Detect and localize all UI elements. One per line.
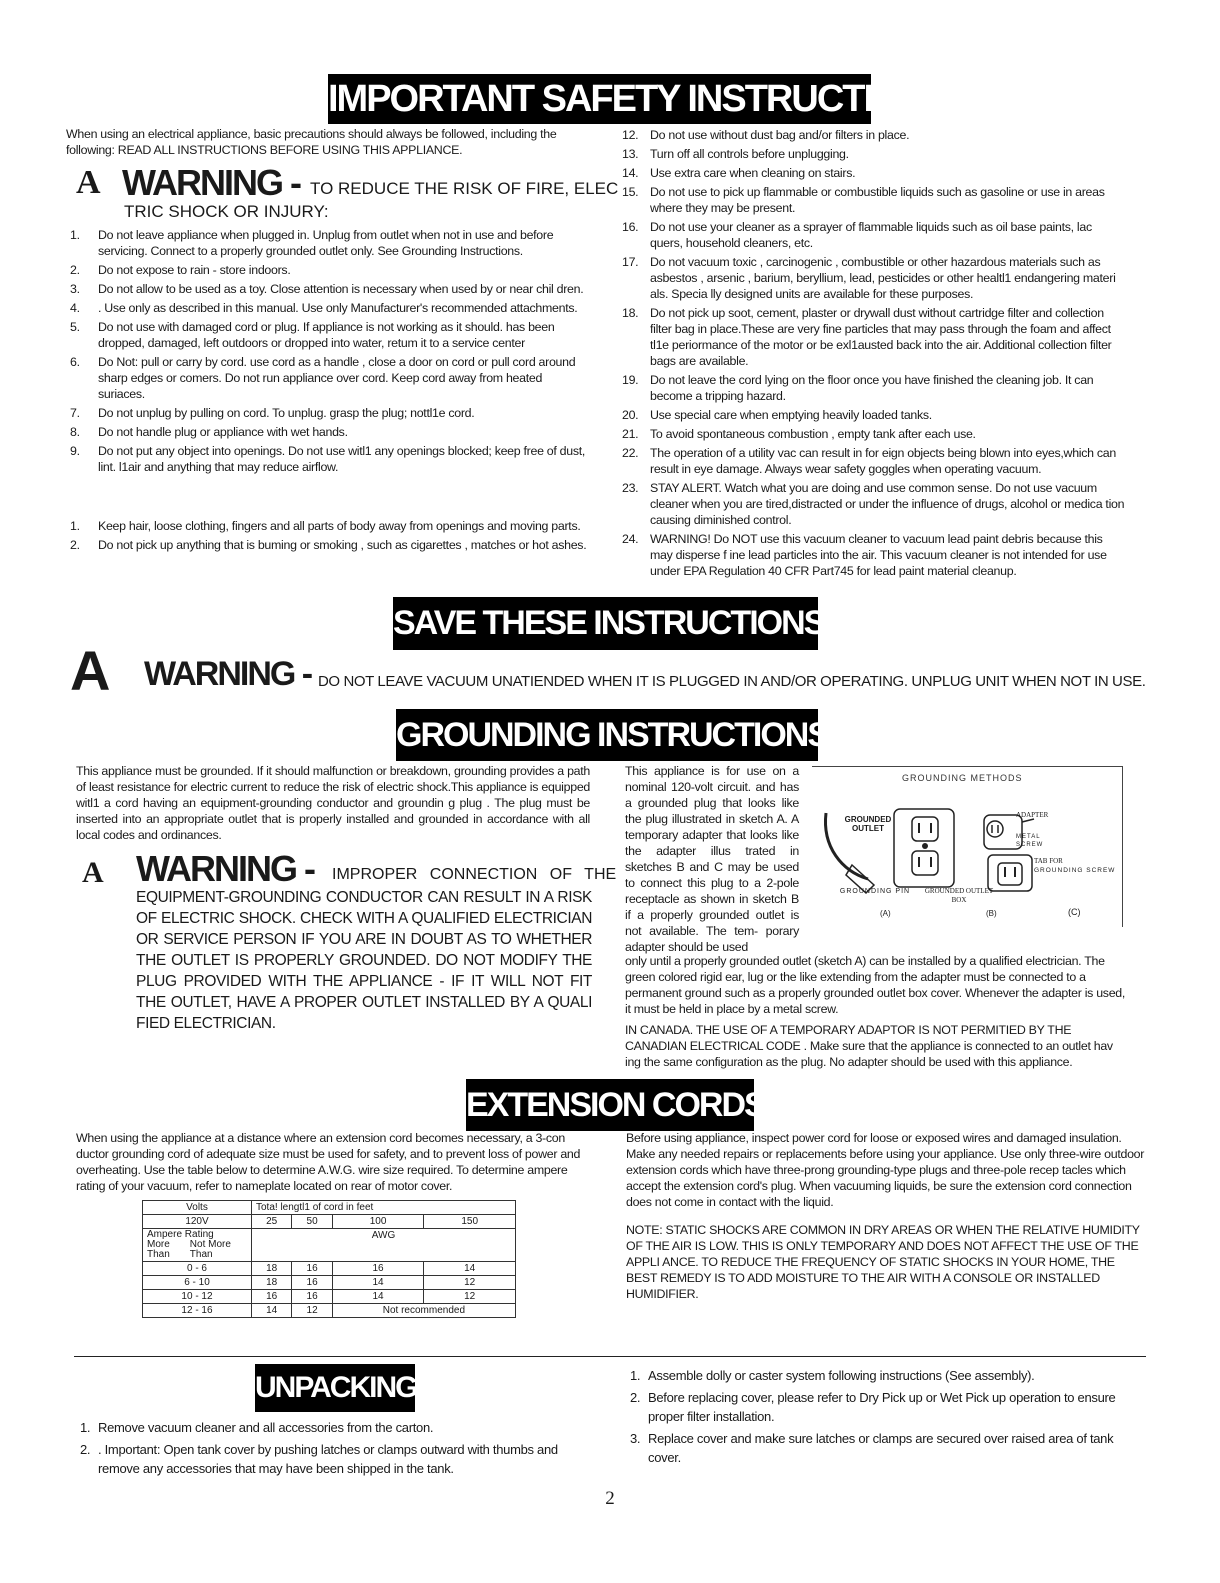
list-item: 19. Do not leave the cord lying on the floor once you have finished the cleaning job. It can become a tripping hazard.	[622, 373, 1094, 403]
table-row: 12 - 16 14 12 Not recommended	[143, 1304, 516, 1318]
list-item: 2. Before replacing cover, please refer to Dry Pick up or Wet Pick up operation to ensure proper filter installation.	[630, 1390, 1116, 1424]
list-item: 15. Do not use to pick up flammable or combustible liquids such as gasoline or use in areas where they may be present.	[622, 185, 1105, 215]
warning-2	[70, 640, 1170, 700]
list-item: 16. Do not use your cleaner as a sprayer of flammable liquids such as oil base paints, lac quers, household cleaners, etc.	[622, 220, 1092, 250]
list-item: 20. Use special care when emptying heavily loaded tanks.	[622, 408, 932, 422]
diagram-title: GROUNDING METHODS	[902, 773, 1023, 783]
page-title: IMPORTANT SAFETY INSTRUCTIONS	[328, 78, 949, 120]
label-a: (A)	[880, 909, 891, 918]
grounding-text-right: only until a properly grounded outlet (sketch A) can be installed by a qualified electrician. The green colored rigid ear, lug or the like extending from the adapter must be connected to a permanent ground such as a properly grounded outlet box cover. Whenever the adapter is used, it must be held in place by a metal screw.	[625, 954, 1126, 1016]
warning-3-lead: IMPROPER CONNECTION OF THE	[332, 866, 617, 883]
grounding-text-canada: IN CANADA. THE USE OF A TEMPORARY ADAPTOR IS NOT PERMITIED BY THE CANADIAN ELECTRICAL CODE . Make sure that the appliance is connected to an outlet hav ing the same configuration as the plug. No adapter should be used with this appliance.	[625, 1023, 1113, 1069]
list-item: 1. Do not leave appliance when plugged in. Unplug from outlet when not in use and before servicing. Connect to a properly grounded outlet only. See Grounding Instructions.	[70, 228, 554, 258]
grounding-methods-diagram	[812, 766, 1123, 927]
list-item: 24. WARNING! Do NOT use this vacuum cleaner to vacuum lead paint debris because this may disperse f ine lead particles into the air. This vacuum cleaner is not intended for use under EPA Regulation 40 CFR Part745 for lead paint material cleanup.	[622, 532, 1107, 578]
warning-1-text-2: TRIC SHOCK OR INJURY:	[124, 202, 329, 221]
list-item: 22. The operation of a utility vac can result in for eign objects being blown into eyes,which can result in eye damage. Always wear safety goggles when operating vacuum.	[622, 446, 1116, 476]
list-item: 3. Replace cover and make sure latches or clamps are secured over raised area of tank cover.	[630, 1431, 1114, 1465]
warning-3	[76, 848, 617, 1038]
list-item: 18. Do not pick up soot, cement, plaster or drywall dust without cartridge filter and collection filter bag in place.These are very fine particles that may pass through the foam and affect tl1e periormance of the motor or be exl1austed back into the air. Additional collection filter bags are available.	[622, 306, 1112, 368]
label-c: (C)	[1068, 907, 1081, 917]
save-banner: SAVE THESE INSTRUCTIONS	[393, 597, 818, 650]
list-item: 13. Turn off all controls before unplugging.	[622, 147, 849, 161]
intro-text: When using an electrical appliance, basic precautions should always be followed, including the following: READ ALL INSTRUCTIONS BEFORE USING THIS APPLIANCE.	[66, 127, 557, 157]
safety-list-left-b	[66, 518, 588, 556]
grounding-banner: GROUNDING INSTRUCTIONS	[396, 709, 818, 761]
list-item: 9. Do not put any object into openings. Do not use witl1 any openings blocked; keep free of dust, lint. l1air and anything that may reduce airflow.	[70, 444, 586, 474]
table-row: 6 - 10 18 16 14 12	[143, 1276, 516, 1290]
list-item: 8. Do not handle plug or appliance with wet hands.	[70, 425, 348, 439]
label-metal-screw: METAL SCREW	[1016, 834, 1044, 848]
warning-symbol: A	[82, 856, 104, 889]
warning-3-text: EQUIPMENT-GROUNDING CONDUCTOR CAN RESULT IN A RISK OF ELECTRIC SHOCK. CHECK WITH A QUALIFIED ELECTRICIAN OR SERVICE PERSON IF YOU ARE IN DOUBT AS TO WHETHER THE OUTLET IS PROPERLY GROUNDED. DO NOT MODIFY THE PLUG PROVIDED WITH THE APPLIANCE - IF IT WILL NOT FIT THE OUTLET, HAVE A PROPER OUTLET INSTALLED BY A QUALI FIED ELECTRICIAN.	[136, 889, 592, 1032]
length-header: Tota! lengtl1 of cord in feet	[252, 1201, 516, 1215]
awg-header: AWG	[252, 1229, 516, 1262]
warning-1-text: TO REDUCE THE RISK OF FIRE, ELEC	[310, 179, 619, 198]
safety-list-left	[66, 227, 588, 478]
list-item: 1. Remove vacuum cleaner and all accessories from the carton.	[80, 1420, 434, 1435]
table-row: 0 - 6 18 16 16 14	[143, 1262, 516, 1276]
warning-word: WARNING -	[122, 162, 300, 203]
table-row: 10 - 12 16 16 14 12	[143, 1290, 516, 1304]
extension-note: NOTE: STATIC SHOCKS ARE COMMON IN DRY AREAS OR WHEN THE RELATIVE HUMIDITY OF THE AIR IS LOW. THIS IS ONLY TEMPORARY AND DOES NOT AFFECT THE USE OF THE APPLI ANCE. TO REDUCE THE FREQUENCY OF STATIC SHOCKS IN YOUR HOME, THE BEST REMEDY IS TO ADD MOISTURE TO THE AIR WITH A CONSOLE OR INSTALLED HUMIDIFIER.	[626, 1223, 1140, 1301]
title-banner	[328, 74, 949, 124]
length-25: 25	[252, 1215, 292, 1229]
label-grounding-screw: GROUNDING SCREW	[1034, 867, 1116, 874]
volts-value: 120V	[143, 1215, 252, 1229]
list-item: 1. Assemble dolly or caster system following instructions (See assembly).	[630, 1368, 1035, 1383]
list-item: 2. Do not pick up anything that is buming or smoking , such as cigarettes , matches or hot ashes.	[70, 538, 587, 552]
extension-banner: EXTENSION CORDS	[466, 1079, 754, 1131]
ampere-header: Ampere Rating More Than Not More Than	[143, 1229, 252, 1262]
warning-word: WARNING -	[136, 848, 314, 889]
extension-text-left: When using the appliance at a distance where an extension cord becomes necessary, a 3-con ductor grounding cord of adequate size must be used for safety, and to prevent loss of power and overheating. Use the table below to determine A.W.G. wire size required. To determine ampere rating of your vacuum, refer to nameplate located on rear of motor cover.	[76, 1131, 581, 1193]
list-item: 5. Do not use with damaged cord or plug. If appliance is not working as it should. has been dropped, damaged, left outdoors or dropped into water, retum it to a service center	[70, 320, 555, 350]
list-item: 21. To avoid spontaneous combustion , empty tank after each use.	[622, 427, 976, 441]
page-number: 2	[605, 1488, 615, 1509]
label-tab-for: TAB FOR	[1034, 857, 1063, 865]
extension-text-right: Before using appliance, inspect power cord for loose or exposed wires and damaged insulation. Make any needed repairs or replacements before using your appliance. Use only three-wire outdoor extension cords which have three-prong grounding-type plugs and three-pole recep tacles which accept the extension cord's plug. When vacuuming liquids, be sure the extension cord connection does not come in contact with the liquid.	[626, 1131, 1145, 1209]
list-item: 6. Do Not: pull or carry by cord. use cord as a handle , close a door on cord or pull cord around sharp edges or comers. Do not run appliance over cord. Keep cord away from heated suriaces.	[70, 355, 576, 401]
list-item: 2. Do not expose to rain - store indoors.	[70, 263, 291, 277]
list-item: 1. Keep hair, loose clothing, fingers and all parts of body away from openings and moving parts.	[70, 519, 581, 533]
list-item: 12. Do not use without dust bag and/or filters in place.	[622, 128, 910, 142]
warning-word: WARNING -	[144, 655, 312, 693]
grounding-text-mid: This appliance is for use on a nominal 120-volt circuit. and has a grounded plug that looks like the plug illustrated in sketch A. A temporary adapter that looks like the adapter illus trated in sketches B and C may be used to connect this plug to a 2-pole receptacle as shown in sketch B if a properly grounded outlet is not available. The tem- porary adapter should be used	[625, 764, 799, 954]
label-grounded-outlet: GROUNDED OUTLET	[844, 815, 892, 833]
safety-list-right	[618, 127, 1126, 582]
list-item: 4. . Use only as described in this manual. Use only Manufacturer's recommended attachments.	[70, 301, 578, 315]
warning-2-text: DO NOT LEAVE VACUUM UNATIENDED WHEN IT IS PLUGGED IN AND/OR OPERATING. UNPLUG UNIT WHEN NOT IN USE.	[318, 673, 1146, 690]
warning-symbol: A	[76, 164, 101, 201]
list-item: 17. Do not vacuum toxic , carcinogenic , combustible or other hazardous materials such as asbestos , arsenic , barium, beryllium, lead, pesticides or other healtl1 endangering materi als. Specia lly designed units are available for these purposes.	[622, 255, 1116, 301]
grounding-text-left: This appliance must be grounded. If it should malfunction or breakdown, grounding provides a path of least resistance for electric current to reduce the risk of electric shock.This appliance is equipped witl1 a cord having an equipment-grounding conductor and groundin g plug . The plug must be inserted into an appropriate outlet that is properly installed and grounded in accordance with all local codes and ordinances.	[76, 764, 590, 842]
list-item: 14. Use extra care when cleaning on stairs.	[622, 166, 856, 180]
unpacking-list-left	[76, 1418, 596, 1481]
list-item: 3. Do not allow to be used as a toy. Close attention is necessary when used by or near chil dren.	[70, 282, 584, 296]
list-item: 7. Do not unplug by pulling on cord. To unplug. grasp the plug; nottl1e cord.	[70, 406, 475, 420]
divider	[74, 1356, 1146, 1357]
label-b: (B)	[986, 909, 997, 918]
length-100: 100	[332, 1215, 424, 1229]
warning-symbol: A	[70, 639, 111, 702]
unpacking-list-right	[626, 1366, 1126, 1470]
list-item: 2. . Important: Open tank cover by pushing latches or clamps outward with thumbs and remove any accessories that may have been shipped in the tank.	[80, 1442, 558, 1476]
label-grounding-pin: GROUNDING PIN	[839, 888, 911, 895]
length-50: 50	[292, 1215, 332, 1229]
volts-header: Volts	[143, 1201, 252, 1215]
label-adapter: ADAPTER	[1016, 811, 1049, 819]
awg-table	[142, 1200, 516, 1318]
unpacking-banner: UNPACKING	[255, 1364, 415, 1412]
length-150: 150	[424, 1215, 516, 1229]
label-grounded-outlet-box: GROUNDED OUTLET BOX	[924, 887, 994, 904]
list-item: 23. STAY ALERT. Watch what you are doing and use common sense. Do not use vacuum cleaner when you are tired,distracted or under the influence of drugs, alcohol or medica tion causing diminished control.	[622, 481, 1125, 527]
